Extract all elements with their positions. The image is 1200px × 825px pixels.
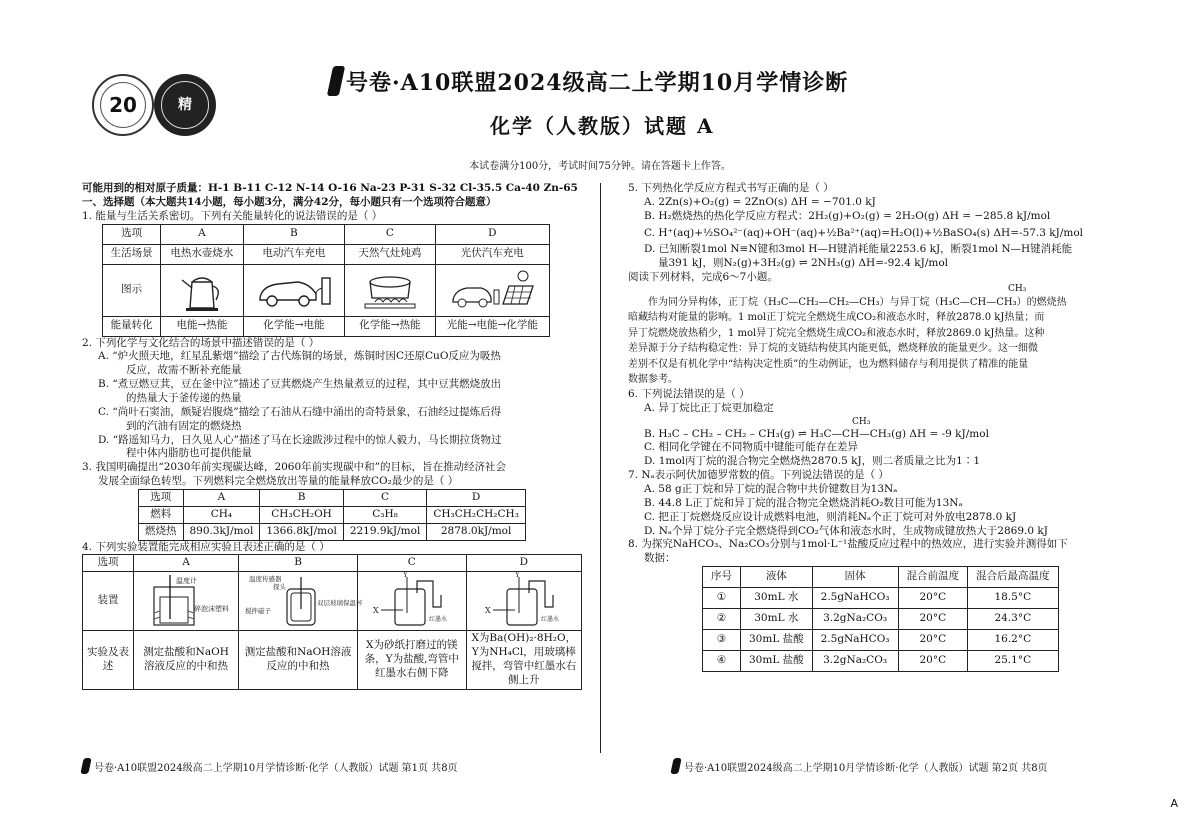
table-row <box>103 264 550 316</box>
label-y: Y <box>514 571 520 580</box>
title-text: ·A10联盟2024级高二上学期10月学情诊断 <box>392 70 849 96</box>
footer-text: ·A10联盟2024级高二上学期10月学情诊断·化学（人教版）试题 第1页 共8页 <box>114 763 458 774</box>
table-row <box>703 651 1059 672</box>
table-row <box>139 506 526 523</box>
label-x: X <box>484 606 491 616</box>
table-cell: 25.1°C <box>968 651 1059 672</box>
gas-stove-pot-icon <box>345 264 435 316</box>
q8-table <box>702 566 1059 672</box>
q7-option-c: C. 把正丁烷燃烧反应设计成燃料电池，则消耗Nₐ个正丁烷可对外放电2878.0 kJ <box>644 510 1017 523</box>
footer-brand: 号卷 <box>94 763 114 774</box>
kettle-icon <box>161 264 243 316</box>
calorimeter-apparatus-icon <box>134 572 239 631</box>
school-seal-icon <box>92 74 154 136</box>
material-paragraph: 作为同分异构体，正丁烷（H₃C—CH₂—CH₂—CH₃）与异丁烷（H₃C—CH—CH₃）的燃烧热 <box>648 296 1067 308</box>
table-row <box>703 630 1059 651</box>
seal-character: 精 <box>161 81 209 129</box>
table-cell: D <box>435 224 549 244</box>
table-cell: 20°C <box>898 609 968 630</box>
table-cell: 光能→电能→化学能 <box>435 316 549 336</box>
material-paragraph: 异丁烷燃烧放热稍少，1 mol异丁烷完全燃烧生成CO₂和液态水时，释放2869.0 kJ热量。这种 <box>628 327 1045 339</box>
table-cell: 30mL 盐酸 <box>741 651 813 672</box>
brand-brush-icon <box>670 758 681 774</box>
q7-option-d: D. Nₐ个异丁烷分子完全燃烧得到CO₂气体和液态水时，生成物成键放热大于2869.0 kJ <box>644 524 1048 537</box>
electric-car-icon <box>243 264 345 316</box>
q2-option-c: C. “尚叶石窦油，颇疑岩腹烧”描绘了石油从石缝中涌出的奇特景象，石油经过提炼后得 <box>98 405 502 418</box>
table-cell: 电能→热能 <box>161 316 243 336</box>
table-cell: 液体 <box>741 567 813 588</box>
q2-option-b-cont: 的热量大于釜传递的热量 <box>126 392 242 405</box>
q5-option-b: B. H₂燃烧热的热化学反应方程式：2H₂(g)+O₂(g) = 2H₂O(g) ΔH = −285.8 kJ/mol <box>644 209 1051 222</box>
table-cell: 2878.0kJ/mol <box>427 523 526 540</box>
table-row <box>83 572 582 631</box>
table-cell: B <box>239 555 358 572</box>
sensor-label: 温度传感器 <box>249 575 282 584</box>
table-cell: 选项 <box>139 490 184 507</box>
exam-note: 本试卷满分100分，考试时间75分钟。请在答题卡上作答。 <box>469 161 731 172</box>
solar-car-charging-icon <box>435 264 549 316</box>
table-cell: 选项 <box>83 555 134 572</box>
material-paragraph: 差别不仅是有机化学中“结构决定性质”的生动例证，也为燃料储存与利用提供了精准的能量 <box>628 358 1029 370</box>
section-heading: 一、选择题（本大题共14小题，每小题3分，满分42分，每小题只有一个选项符合题意） <box>82 195 497 208</box>
table-cell: 20°C <box>898 588 968 609</box>
table-row <box>139 490 526 507</box>
brand-brush-icon <box>80 758 91 774</box>
table-cell: 化学能→电能 <box>243 316 345 336</box>
u-tube-flask-apparatus-icon <box>358 572 467 631</box>
question-8: 8. 为探究NaHCO₃、Na₂CO₃分别与1mol·L⁻¹盐酸反应过程中的热效应，进行实验并测得如下 <box>628 538 1068 551</box>
footer-brand: 号卷 <box>684 763 704 774</box>
stirrer-label: 搅拌磁子 <box>245 607 272 616</box>
table-cell: 实验及表述 <box>83 631 134 689</box>
footer-text: ·A10联盟2024级高二上学期10月学情诊断·化学（人教版）试题 第2页 共8页 <box>704 763 1048 774</box>
table-cell: X为砂纸打磨过的镁条，Y为盐酸,弯管中红墨水右侧下降 <box>358 631 467 689</box>
table-cell: D <box>427 490 526 507</box>
q6-option-b: B. H₃C – CH₂ – CH₂ – CH₃(g) ⇌ H₃C—CH—CH₃(g) ΔH = -9 kJ/mol <box>644 427 989 440</box>
table-cell: 2.5gNaHCO₃ <box>812 630 898 651</box>
q4-table <box>82 554 582 689</box>
table-cell: 30mL 水 <box>741 609 813 630</box>
branch-ch3-label: CH₃ <box>852 416 871 427</box>
q3-table <box>138 489 526 541</box>
question-5: 5. 下列热化学反应方程式书写正确的是（ ） <box>628 182 834 194</box>
table-cell: A <box>134 555 239 572</box>
q2-option-b: B. “煮豆燃豆萁，豆在釜中泣”描述了豆萁燃烧产生热量煮豆的过程，其中豆萁燃烧放出 <box>98 378 502 391</box>
q2-option-a-cont: 反应，故需不断补充能量 <box>126 364 242 377</box>
u-tube-flask-apparatus-icon <box>466 572 581 631</box>
table-cell: C₃H₈ <box>343 506 427 523</box>
table-cell: 序号 <box>703 567 741 588</box>
table-cell: 890.3kJ/mol <box>183 523 260 540</box>
education-seal-icon <box>154 74 216 136</box>
table-cell: 化学能→热能 <box>345 316 435 336</box>
q5-option-d-cont: 量391 kJ，则N₂(g)+3H₂(g) ⇌ 2NH₃(g) ΔH=-92.4 kJ/mol <box>658 257 949 270</box>
q6-option-c: C. 相同化学键在不同物质中键能可能存在差异 <box>644 441 858 454</box>
table-cell: 2.5gNaHCO₃ <box>812 588 898 609</box>
table-cell: 18.5°C <box>968 588 1059 609</box>
foam-label: 碎泡沫塑料 <box>194 605 230 614</box>
table-row <box>103 316 550 336</box>
q6-option-d: D. 1mol丙丁烷的混合物完全燃烧热2870.5 kJ，则二者质量之比为1∶1 <box>644 455 981 468</box>
table-cell: 混合前温度 <box>898 567 968 588</box>
question-6: 6. 下列说法错误的是（ ） <box>628 387 750 400</box>
table-row <box>703 588 1059 609</box>
q5-option-c: C. H⁺(aq)+½SO₄²⁻(aq)+OH⁻(aq)+½Ba²⁺(aq)=H₂O(l)+½BaSO₄(s) ΔH=-57.3 kJ/mol <box>644 226 1084 239</box>
table-cell: 天然气灶炖鸡 <box>345 244 435 264</box>
q6-option-a: A. 异丁烷比正丁烷更加稳定 <box>644 401 774 414</box>
page-footer-1 <box>82 758 458 775</box>
table-cell: B <box>260 490 344 507</box>
q1-table <box>102 224 550 337</box>
table-cell: 混合后最高温度 <box>968 567 1059 588</box>
question-3: 3. 我国明确提出“2030年前实现碳达峰，2060年前实现碳中和”的目标，旨在推动经济社会 <box>82 461 507 474</box>
table-cell: 3.2gNa₂CO₃ <box>812 609 898 630</box>
table-cell: 24.3°C <box>968 609 1059 630</box>
table-row <box>703 567 1059 588</box>
label-y: Y <box>402 571 408 580</box>
subject-title: 化学（人教版）试题 A <box>490 114 715 138</box>
table-cell: C <box>345 224 435 244</box>
q2-option-c-cont: 到的汽油有固定的燃烧热 <box>126 419 242 432</box>
label-x: X <box>372 606 379 616</box>
table-cell: B <box>243 224 345 244</box>
table-cell: 光伏汽车充电 <box>435 244 549 264</box>
material-paragraph: 差异源于分子结构稳定性：异丁烷的支链结构使其内能更低，燃烧释放的能量更少。这一细微 <box>628 343 1038 355</box>
table-cell: C <box>358 555 467 572</box>
table-cell: CH₃CH₂OH <box>260 506 344 523</box>
q2-option-a: A. “炉火照天地，红星乱紫烟”描绘了古代炼铜的场景，炼铜时因C还原CuO反应为吸热 <box>98 350 501 363</box>
table-cell: A <box>161 224 243 244</box>
column-divider <box>600 183 601 753</box>
q2-option-d-cont: 程中体内脂肪也可提供能量 <box>126 447 252 460</box>
table-cell: A <box>183 490 260 507</box>
table-cell: ④ <box>703 651 741 672</box>
question-4: 4. 下列实验装置能完成相应实验且表述正确的是（ ） <box>82 540 330 553</box>
table-row <box>703 609 1059 630</box>
table-row <box>103 244 550 264</box>
table-cell: 30mL 水 <box>741 588 813 609</box>
branch-ch3-label: CH₃ <box>1008 284 1027 295</box>
table-row <box>83 631 582 689</box>
atomic-masses: 可能用到的相对原子质量：H-1 B-11 C-12 N-14 O-16 Na-23 P-31 S-32 Cl-35.5 Ca-40 Zn-65 <box>82 182 578 194</box>
table-cell: 生活场景 <box>103 244 161 264</box>
table-cell: 电动汽车充电 <box>243 244 345 264</box>
table-cell: 选项 <box>103 224 161 244</box>
table-cell: 30mL 盐酸 <box>741 630 813 651</box>
q2-option-d: D. “路遥知马力，日久见人心”描述了马在长途跋涉过程中的惊人毅力，马长期拉货物过 <box>98 433 502 446</box>
page-footer-2 <box>672 758 1048 775</box>
left-column <box>82 182 592 690</box>
table-cell: 20°C <box>898 630 968 651</box>
material-paragraph: 暗藏结构对能量的影响。1 mol正丁烷完全燃烧生成CO₂和液态水时，释放2878.0 kJ热量；而 <box>628 312 1045 324</box>
table-cell: 测定盐酸和NaOH溶液反应的中和热 <box>239 631 358 689</box>
table-cell: X为Ba(OH)₂·8H₂O，Y为NH₄Cl，用玻璃棒搅拌，弯管中红墨水右侧上升 <box>466 631 581 689</box>
table-cell: ② <box>703 609 741 630</box>
q7-option-b: B. 44.8 L正丁烷和异丁烷的混合物完全燃烧消耗O₂数目可能为13Nₐ <box>644 496 963 509</box>
table-cell: ① <box>703 588 741 609</box>
probe-label: 探头 <box>273 583 287 592</box>
ink-label: 红墨水 <box>540 616 559 624</box>
ink-label: 红墨水 <box>428 616 447 624</box>
brand-name: 号卷 <box>346 70 393 96</box>
question-3-cont: 发展全面绿色转型。下列燃料完全燃烧放出等量的能量释放CO₂最少的是（ ） <box>98 475 459 488</box>
table-cell: 测定盐酸和NaOH溶液反应的中和热 <box>134 631 239 689</box>
table-cell: 图示 <box>103 264 161 316</box>
table-cell: 能量转化 <box>103 316 161 336</box>
table-cell: 1366.8kJ/mol <box>260 523 344 540</box>
table-row <box>83 555 582 572</box>
question-1: 1. 能量与生活关系密切。下列有关能量转化的说法错误的是（ ） <box>82 209 383 222</box>
question-7: 7. Nₐ表示阿伏加德罗常数的值。下列说法错误的是（ ） <box>628 469 889 482</box>
table-row <box>139 523 526 540</box>
q5-option-d: D. 已知断裂1mol N≡N键和3mol H—H键消耗能量2253.6 kJ，断裂1mol N—H键消耗能 <box>644 243 1073 256</box>
table-cell: 电热水壶烧水 <box>161 244 243 264</box>
q5-option-a: A. 2Zn(s)+O₂(g) = 2ZnO(s) ΔH = −701.0 kJ <box>644 195 876 208</box>
table-row <box>103 224 550 244</box>
question-8-cont: 数据： <box>644 552 676 565</box>
table-cell: 2219.9kJ/mol <box>343 523 427 540</box>
table-cell: 16.2°C <box>968 630 1059 651</box>
table-cell: D <box>466 555 581 572</box>
table-cell: CH₄ <box>183 506 260 523</box>
thermos-sensor-apparatus-icon <box>239 572 363 631</box>
table-cell: 燃烧热 <box>139 523 184 540</box>
thermometer-label: 温度计 <box>176 577 198 586</box>
corner-mark: A <box>1170 797 1178 810</box>
table-cell: 20°C <box>898 651 968 672</box>
table-cell: ③ <box>703 630 741 651</box>
table-cell: 3.2gNa₂CO₃ <box>812 651 898 672</box>
thermos-label: 双层玻璃保温杯 <box>317 599 363 608</box>
table-cell: C <box>343 490 427 507</box>
material-paragraph: 数据参考。 <box>628 374 678 386</box>
seal-number: 20 <box>100 82 146 128</box>
table-cell: 装置 <box>83 572 134 631</box>
reading-instruction: 阅读下列材料，完成6～7小题。 <box>628 271 778 284</box>
table-cell: 燃料 <box>139 506 184 523</box>
table-cell: 固体 <box>812 567 898 588</box>
right-column <box>628 182 1128 672</box>
question-2: 2. 下列化学与文化结合的场景中描述错误的是（ ） <box>82 336 320 349</box>
q7-option-a: A. 58 g正丁烷和异丁烷的混合物中共价键数目为13Nₐ <box>644 482 898 495</box>
brand-brush-icon <box>327 66 345 96</box>
table-cell: CH₃CH₂CH₂CH₃ <box>427 506 526 523</box>
exam-title <box>330 66 890 98</box>
